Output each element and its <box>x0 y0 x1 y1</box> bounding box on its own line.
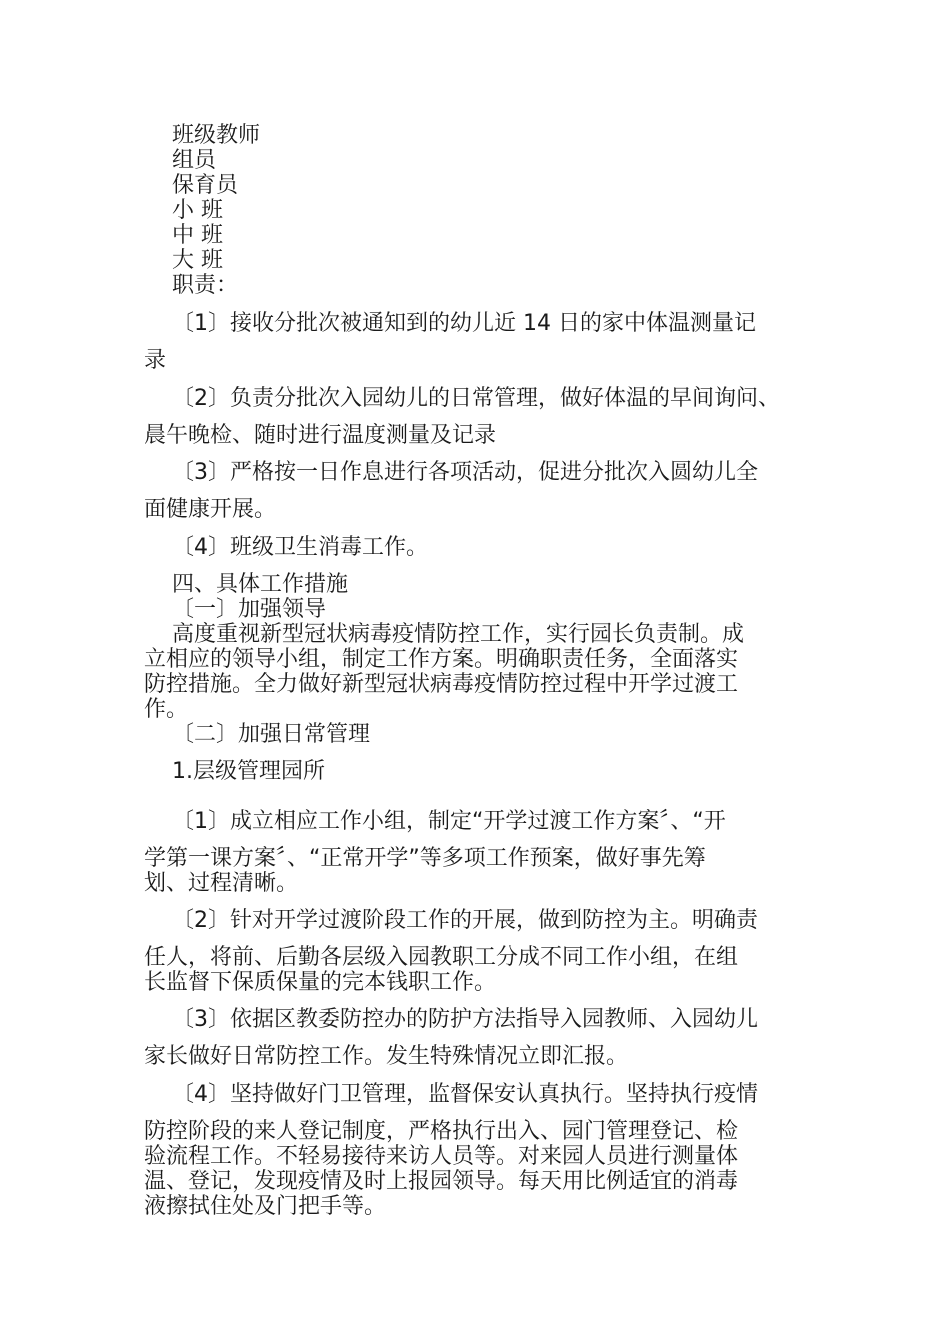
item-1-title: 1.层级管理园所 <box>172 759 325 784</box>
item-4-line-4: 温、登记，发现疫情及时上报园领导。每天用比例适宜的消毒 <box>144 1169 739 1194</box>
subsection-1-body: 防控措施。全力做好新型冠状病毒疫情防控过程中开学过渡工 <box>144 672 739 697</box>
subsection-1-body: 高度重视新型冠状病毒疫情防控工作，实行园长负责制。成 <box>172 622 745 647</box>
item-4-line-5: 液擦拭住处及门把手等。 <box>144 1194 387 1219</box>
role-line: 保育员 <box>172 173 239 198</box>
duty-2-line-2: 晨午晚检、随时进行温度测量及记录 <box>144 423 497 448</box>
item-1-line-2: 学第一课方案〞、“正常开学”等多项工作预案，做好事先筹 <box>144 846 706 871</box>
item-4-line-1: 〔4〕坚持做好门卫管理，监督保安认真执行。坚持执行疫情 <box>172 1082 758 1107</box>
item-4-line-2: 防控阶段的来人登记制度，严格执行出入、园门管理登记、检 <box>144 1119 739 1144</box>
item-2-line-1: 〔2〕针对开学过渡阶段工作的开展，做到防控为主。明确责 <box>172 908 758 933</box>
role-line: 组员 <box>172 148 217 173</box>
subsection-1-body: 作。 <box>144 697 189 722</box>
duty-3-line-1: 〔3〕严格按一日作息进行各项活动，促进分批次入圆幼儿全 <box>172 460 758 485</box>
duty-4-line-1: 〔4〕班级卫生消毒工作。 <box>172 535 428 560</box>
item-3-line-1: 〔3〕依据区教委防控办的防护方法指导入园教师、入园幼儿 <box>172 1007 758 1032</box>
item-1-line-3: 划、过程清晰。 <box>144 871 299 896</box>
item-4-line-3: 验流程工作。不轻易接待来访人员等。对来园人员进行测量体 <box>144 1144 739 1169</box>
item-2-line-3: 长监督下保质保量的完本钱职工作。 <box>144 970 497 995</box>
role-line: 小 班 <box>172 198 223 223</box>
duty-1-line-1: 〔1〕接收分批次被通知到的幼儿近 14 日的家中体温测量记 <box>172 311 756 336</box>
item-3-line-2: 家长做好日常防控工作。发生特殊情况立即汇报。 <box>144 1044 629 1069</box>
item-1-line-1: 〔1〕成立相应工作小组，制定“开学过渡工作方案〞、“开 <box>172 809 726 834</box>
role-line: 中 班 <box>172 223 223 248</box>
duty-2-line-1: 〔2〕负责分批次入园幼儿的日常管理，做好体温的早间询问、 <box>172 386 780 411</box>
duty-3-line-2: 面健康开展。 <box>144 497 277 522</box>
subsection-1-title: 〔一〕加强领导 <box>172 597 327 622</box>
role-line: 班级教师 <box>172 123 261 148</box>
subsection-2-title: 〔二〕加强日常管理 <box>172 722 371 747</box>
item-2-line-2: 任人，将前、后勤各层级入园教职工分成不同工作小组，在组 <box>144 945 739 970</box>
duties-heading: 职责： <box>172 273 239 298</box>
duty-1-line-2: 录 <box>144 348 167 373</box>
section-title: 四、具体工作措施 <box>172 572 349 597</box>
role-line: 大 班 <box>172 248 223 273</box>
subsection-1-body: 立相应的领导小组，制定工作方案。明确职责任务，全面落实 <box>144 647 739 672</box>
